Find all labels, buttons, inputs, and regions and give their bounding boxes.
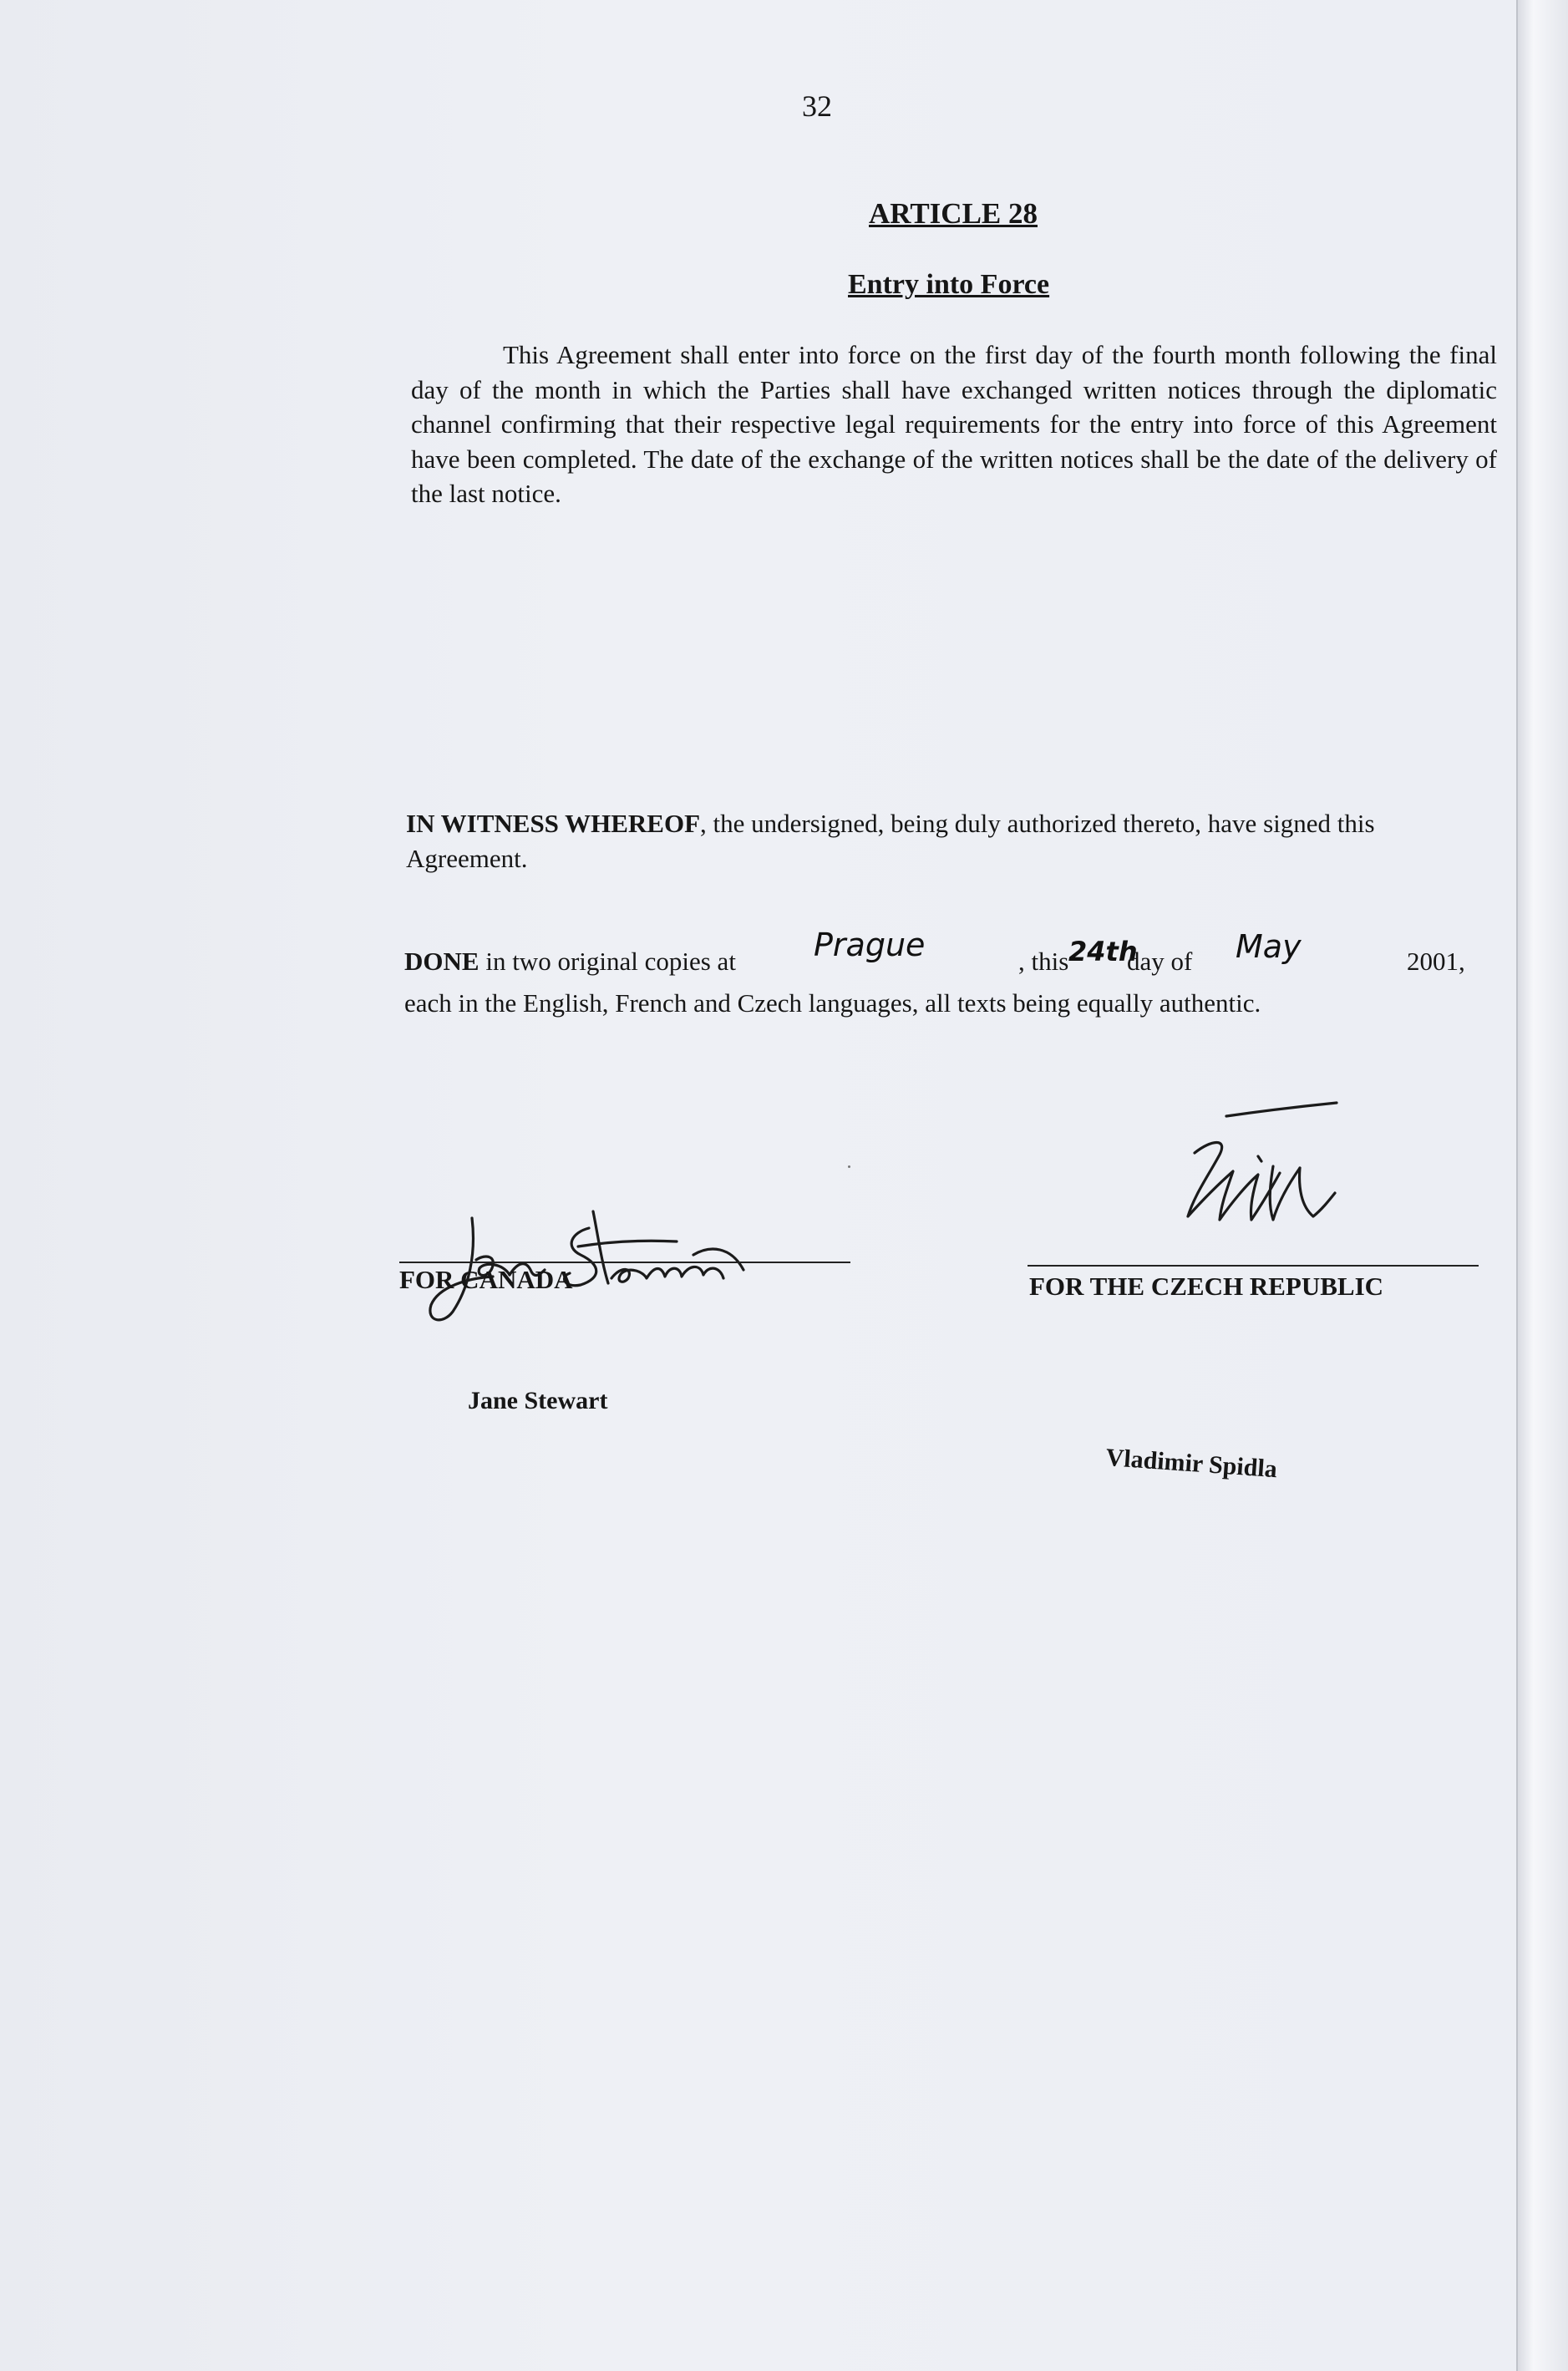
article-title: ARTICLE 28: [869, 197, 1038, 230]
page-edge: [1516, 0, 1568, 2371]
signature-czech: [1094, 1094, 1362, 1262]
done-text-3: day of: [1127, 947, 1193, 976]
page-number: 32: [802, 89, 832, 123]
party-label-canada: FOR CANADA: [399, 1265, 573, 1294]
done-year: 2001,: [1407, 947, 1465, 976]
witness-lead: IN WITNESS WHEREOF: [406, 809, 701, 838]
witness-clause: [406, 806, 1492, 876]
done-clause-line2: each in the English, French and Czech languages, all texts being equally authentic.: [404, 988, 1261, 1018]
article-subtitle: Entry into Force: [848, 269, 1050, 300]
ink-dot: [848, 1165, 850, 1168]
done-lead: DONE: [404, 947, 480, 976]
done-place-handwritten: Prague: [814, 927, 926, 963]
done-day-handwritten: 24th: [1068, 936, 1138, 967]
done-month-handwritten: May: [1236, 928, 1302, 965]
witness-text: , the undersigned, being duly authorized thereto, have signed this Agreement.: [406, 809, 1375, 873]
signatory-name-canada: Jane Stewart: [468, 1387, 608, 1414]
done-text-2: , this: [1018, 947, 1069, 976]
signature-line-canada: [399, 1262, 850, 1263]
signatory-name-czech: Vladimir Spidla: [1104, 1444, 1278, 1484]
article-paragraph: This Agreement shall enter into force on the first day of the fourth month following the final day of the month in which the Parties shall have exchanged written notices through the diplomatic channel confirming that their respective legal requirements for the entry into force of this Agreement have been completed. The date of the exchange of the written notices shall be the date of the delivery of the last notice.: [411, 340, 1497, 508]
signature-line-czech: [1028, 1265, 1479, 1267]
done-clause-line1: [404, 927, 1478, 979]
done-text-1: in two original copies at: [479, 947, 736, 976]
party-label-czech: FOR THE CZECH REPUBLIC: [1029, 1272, 1384, 1301]
